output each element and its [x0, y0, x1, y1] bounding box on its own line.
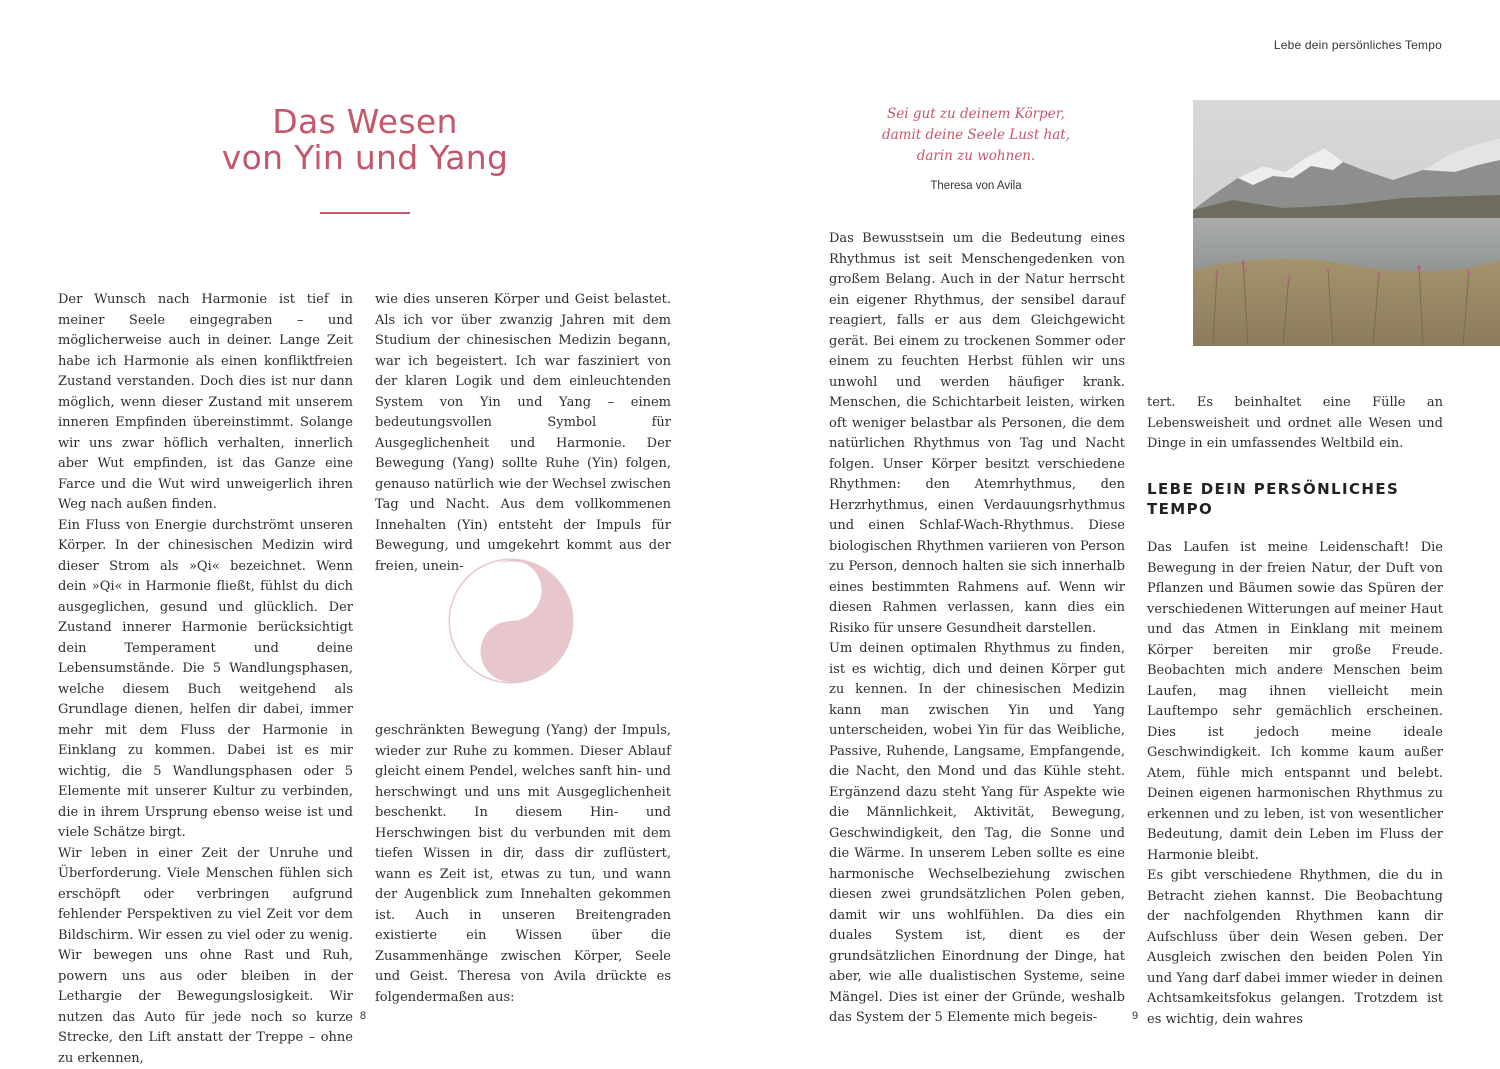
- section-heading: LEBE DEIN PERSÖNLICHES TEMPO: [1147, 479, 1443, 519]
- chapter-title: [160, 104, 570, 176]
- quote-author: Theresa von Avila: [856, 180, 1096, 192]
- left-page-column-2-top: [375, 290, 671, 577]
- paragraph: Das Bewusstsein um die Bedeutung eines Rhythmus ist seit Menschengedenken von großem Belang. Auch in der Natur herrscht ein eigener Rhythmus, der sensibel darauf reagiert, falls er aus dem Gleichgewicht gerät. Bei einem zu trockenen Sommer oder einem zu feuchten Herbst fühlen wir uns unwohl und werden häufiger krank. Menschen, die Schichtarbeit leisten, wirken oft weniger belastbar als Personen, die dem natürlichen Rhythmus von Tag und Nacht folgen. Unser Körper besitzt verschiedene Rhythmen: den Atemrhythmus, den Herzrhythmus, einen Verdauungsrhythmus und einen Schlaf-Wach-Rhythmus. Diese biologischen Rhythmen variieren von Person zu Person, dennoch halten sie sich innerhalb eines bestimmten Rahmens auf. Wenn wir diesen Rahmen verlassen, kann dies ein Risiko für unsere Gesundheit darstellen.: [829, 229, 1125, 639]
- page-number-right: 9: [1132, 1010, 1138, 1022]
- paragraph: geschränkten Bewegung (Yang) der Impuls, wieder zur Ruhe zu kommen. Dieser Ablauf gleicht einem Pendel, welches sanft hin- und herschwingt und uns mit Ausgeglichenheit beschenkt. In diesem Hin- und Herschwingen bist du verbunden mit dem tiefen Wissen in dir, dass dir zuflüstert, wann es Zeit ist, etwas zu tun, und wann der Augenblick zum Innehalten gekommen ist. Auch in unseren Breitengraden existierte ein Wissen über die Zusammenhänge zwischen Körper, Seele und Geist. Theresa von Avila drückte es folgendermaßen aus:: [375, 721, 671, 1008]
- epigraph-quote: [856, 104, 1096, 167]
- page-number-left: 8: [360, 1010, 366, 1022]
- quote-line: Sei gut zu deinem Körper,: [856, 104, 1096, 125]
- chapter-title-line-2: von Yin und Yang: [160, 140, 570, 176]
- left-page-column-2-bottom: [375, 721, 671, 1008]
- right-page-column-2-bottom: [1147, 538, 1443, 1030]
- paragraph: Es gibt verschiedene Rhythmen, die du in Betracht ziehen kannst. Die Beobachtung der nachfolgenden Rhythmen kann dir Aufschluss über dein Wesen geben. Der Ausgleich zwischen den beiden Polen Yin und Yang darf dabei immer wieder in deinen Achtsamkeitsfokus gelangen. Trotzdem ist es wichtig, dein wahres: [1147, 866, 1443, 1030]
- paragraph: Der Wunsch nach Harmonie ist tief in meiner Seele eingegraben – und möglicherweise auch in deiner. Lange Zeit habe ich Harmonie als einen konfliktfreien Zustand verstanden. Doch dies ist nur dann möglich, wenn dieser Zustand mit unserem inneren Empfinden übereinstimmt. Solange wir uns zwar höflich verhalten, innerlich aber Wut empfinden, ist das Ganze eine Farce und die Wut wird unweigerlich ihren Weg nach außen finden.: [58, 290, 353, 516]
- yin-yang-icon: [446, 556, 576, 686]
- paragraph: Wir leben in einer Zeit der Unruhe und Überforderung. Viele Menschen fühlen sich erschöpft oder verbringen aufgrund fehlender Perspektiven zu viel Zeit vor dem Bildschirm. Wir essen zu viel oder zu wenig. Wir bewegen uns ohne Rast und Ruh, powern uns aus oder bleiben in der Lethargie der Bewegungslosigkeit. Wir nutzen das Auto für jede noch so kurze Strecke, den Lift anstatt der Treppe – ohne zu erkennen,: [58, 844, 353, 1069]
- title-divider: [320, 212, 410, 214]
- quote-line: damit deine Seele Lust hat,: [856, 125, 1096, 146]
- paragraph: Das Laufen ist meine Leidenschaft! Die Bewegung in der freien Natur, der Duft von Pflanzen und Bäumen sowie das Spüren der verschiedenen Witterungen auf meiner Haut und das Atmen in Einklang mit meinem Körper bereiten mir große Freude. Beobachten mich andere Menschen beim Laufen, mag ihnen vielleicht mein Lauftempo sehr gemächlich erscheinen. Dies ist jedoch meine ideale Geschwindigkeit. Ich komme kaum außer Atem, fühle mich entspannt und belebt. Deinen eigenen harmonischen Rhythmus zu erkennen und zu leben, ist von wesentlicher Bedeutung, damit dein Leben im Fluss der Harmonie bleibt.: [1147, 538, 1443, 866]
- mountain-lake-photo: [1193, 100, 1500, 346]
- right-page-column-2-top: [1147, 393, 1443, 455]
- paragraph: Ein Fluss von Energie durchströmt unseren Körper. In der chinesischen Medizin wird dieser Strom als »Qi« bezeichnet. Wenn dein »Qi« in Harmonie fließt, fühlst du dich ausgeglichen, gesund und glücklich. Der Zustand innerer Harmonie berücksichtigt dein Temperament und deine Lebensumstände. Die 5 Wandlungsphasen, welche diesem Buch weitgehend als Grundlage dienen, helfen dir dabei, immer mehr mit dem Fluss der Harmonie in Einklang zu kommen. Dabei ist es mir wichtig, die 5 Wandlungsphasen oder 5 Elemente mit unserer Kultur zu verbinden, die in ihrem Ursprung ebenso weise ist und viele Schätze birgt.: [58, 516, 353, 844]
- running-head: Lebe dein persönliches Tempo: [1274, 38, 1442, 52]
- paragraph: Um deinen optimalen Rhythmus zu finden, ist es wichtig, dich und deinen Körper gut zu kennen. In der chinesischen Medizin kann man zwischen Yin und Yang unterscheiden, wobei Yin für das Weibliche, Passive, Ruhende, Langsame, Empfangende, die Nacht, den Mond und das Kühle steht. Ergänzend dazu steht Yang für Aspekte wie die Männlichkeit, Aktivität, Bewegung, Geschwindigkeit, den Tag, die Sonne und die Wärme. In unserem Leben sollte es eine harmonische Wechselbeziehung zwischen diesen zwei grundsätzlichen Polen geben, damit wir uns wohlfühlen. Da dies ein duales System ist, dient es der grundsätzlichen Einordnung der Dinge, hat aber, wie alle dualistischen Systeme, seine Mängel. Dies ist einer der Gründe, weshalb das System der 5 Elemente mich begeis-: [829, 639, 1125, 1029]
- quote-line: darin zu wohnen.: [856, 146, 1096, 167]
- paragraph: tert. Es beinhaltet eine Fülle an Lebensweisheit und ordnet alle Wesen und Dinge in ein umfassendes Weltbild ein.: [1147, 393, 1443, 455]
- paragraph: wie dies unseren Körper und Geist belastet. Als ich vor über zwanzig Jahren mit dem Studium der chinesischen Medizin begann, war ich begeistert. Ich war fasziniert von der klaren Logik und dem einleuchtenden System von Yin und Yang – einem bedeutungsvollen Symbol für Ausgeglichenheit und Harmonie. Der Bewegung (Yang) sollte Ruhe (Yin) folgen, genauso natürlich wie der Wechsel zwischen Tag und Nacht. Aus dem vollkommenen Innehalten (Yin) entsteht der Impuls für Bewegung, und umgekehrt kommt aus der freien, unein-: [375, 290, 671, 577]
- left-page-column-1: [58, 290, 353, 1069]
- right-page-column-1: [829, 229, 1125, 1029]
- chapter-title-line-1: Das Wesen: [160, 104, 570, 140]
